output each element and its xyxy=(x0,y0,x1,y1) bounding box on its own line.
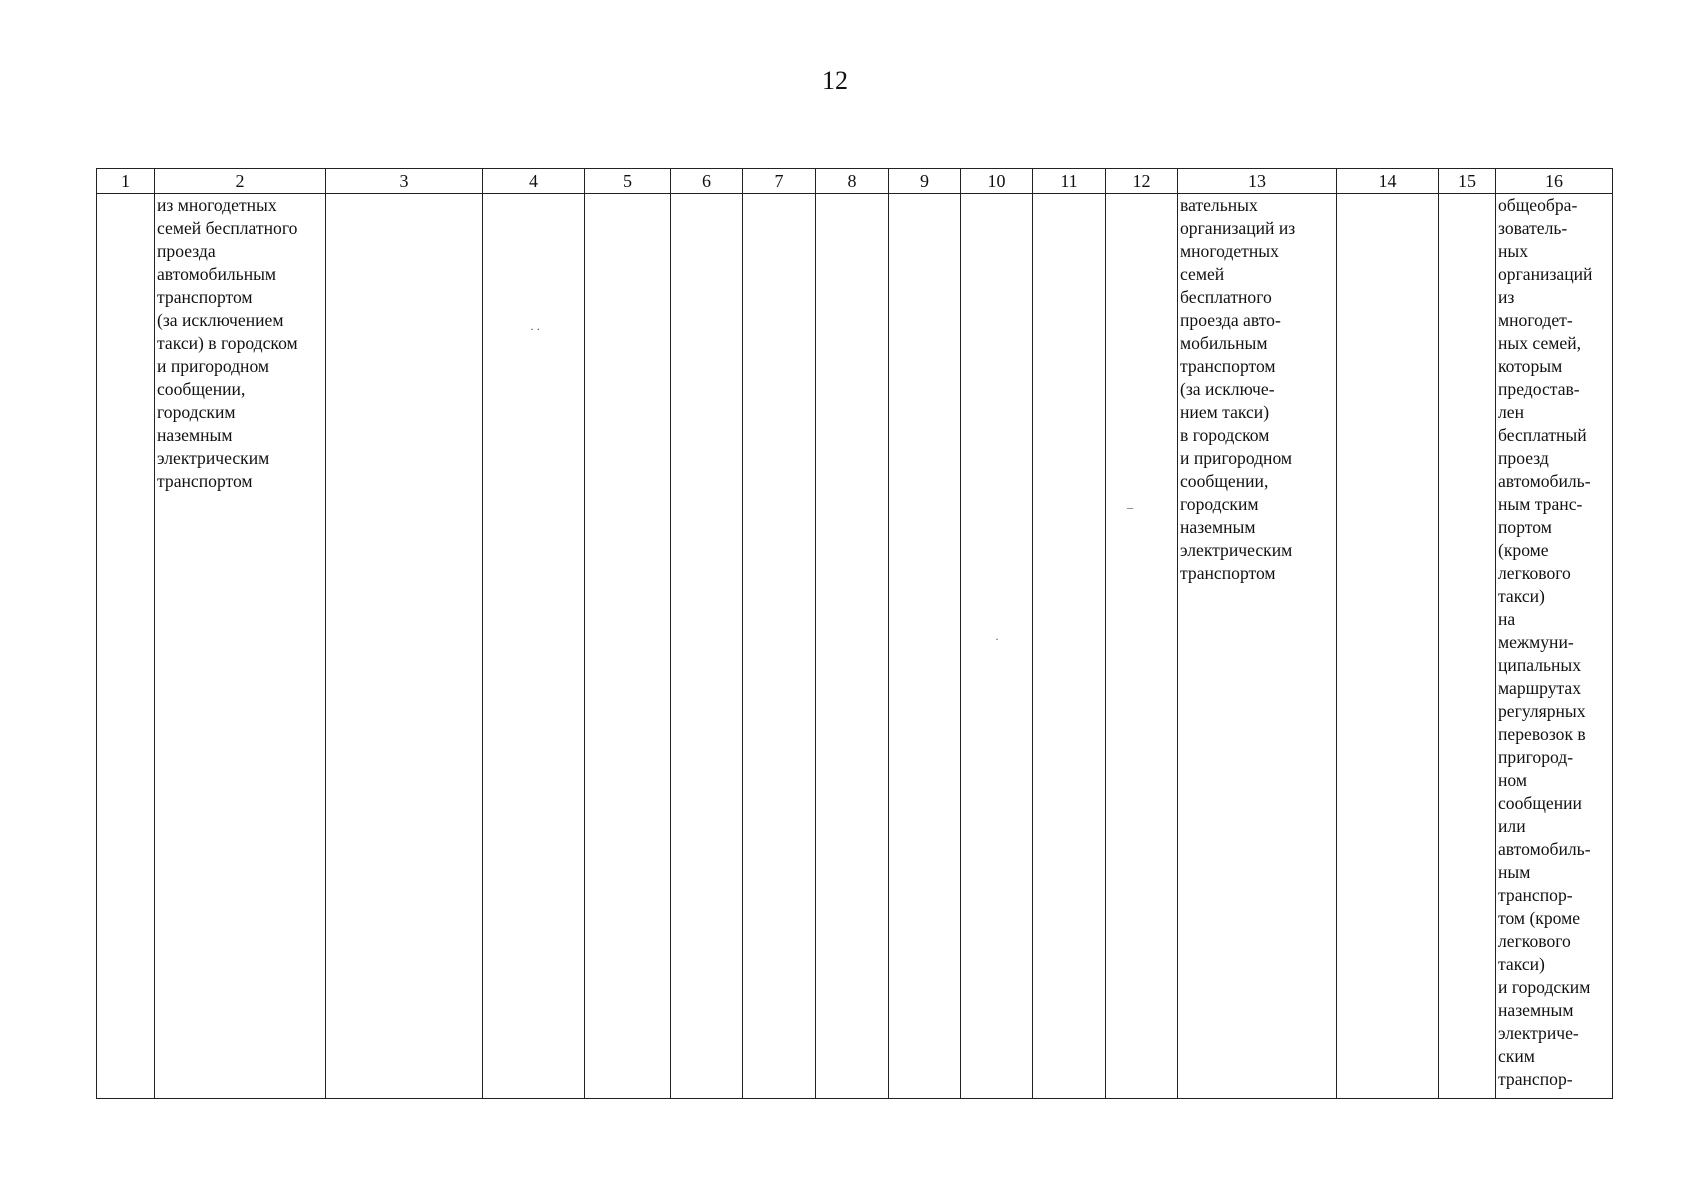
column-header-7: 7 xyxy=(743,169,816,194)
column-header-13: 13 xyxy=(1178,169,1337,194)
scan-speck: · xyxy=(995,632,999,646)
column-header-10: 10 xyxy=(961,169,1033,194)
cell-col-13 xyxy=(1178,194,1337,1099)
cell-col-7 xyxy=(743,194,816,1099)
cell-col-15 xyxy=(1439,194,1496,1099)
cell-col-2 xyxy=(155,194,326,1099)
scan-speck: · · xyxy=(530,322,541,336)
column-header-1: 1 xyxy=(97,169,155,194)
table-row xyxy=(97,194,1613,1099)
cell-col-16 xyxy=(1496,194,1613,1099)
cell-col-5 xyxy=(585,194,671,1099)
scan-speck: – xyxy=(1127,500,1133,514)
data-table xyxy=(96,168,1613,1099)
column-header-4: 4 xyxy=(483,169,585,194)
column-header-3: 3 xyxy=(326,169,483,194)
cell-text-col-2: из многодетных семей бесплатного проезда автомобильным транспортом (за исключением такси) в городском и пригородном сообщении, городским наземным электрическим транспортом xyxy=(157,195,298,491)
cell-col-6 xyxy=(671,194,743,1099)
column-header-11: 11 xyxy=(1033,169,1106,194)
cell-text-col-16: общеобра- зователь- ных организаций из многодет- ных семей, которым предостав- лен бесплатный проезд автомобиль- ным транс- портом (кроме легкового такси) на межмуни- ципальных маршрутах регулярных перевозок в пригород- ном сообщении или автомобиль- ным транспор- том (кроме легкового такси) и городским наземным электриче- ским транспор- xyxy=(1498,195,1593,1089)
cell-col-9 xyxy=(889,194,961,1099)
column-header-8: 8 xyxy=(816,169,889,194)
column-header-6: 6 xyxy=(671,169,743,194)
header-row xyxy=(97,169,1613,194)
cell-col-3 xyxy=(326,194,483,1099)
column-header-12: 12 xyxy=(1106,169,1178,194)
cell-text-col-13: вательных организаций из многодетных семей бесплатного проезда авто- мобильным транспортом (за исключе- нием такси) в городском и пригородном сообщении, городским наземным электрическим транспортом xyxy=(1180,195,1296,583)
column-header-2: 2 xyxy=(155,169,326,194)
cell-col-12 xyxy=(1106,194,1178,1099)
column-header-14: 14 xyxy=(1337,169,1439,194)
cell-col-8 xyxy=(816,194,889,1099)
cell-col-11 xyxy=(1033,194,1106,1099)
column-header-16: 16 xyxy=(1496,169,1613,194)
column-header-5: 5 xyxy=(585,169,671,194)
column-header-15: 15 xyxy=(1439,169,1496,194)
column-header-9: 9 xyxy=(889,169,961,194)
cell-col-14 xyxy=(1337,194,1439,1099)
page-number: 12 xyxy=(822,66,848,95)
cell-col-1 xyxy=(97,194,155,1099)
